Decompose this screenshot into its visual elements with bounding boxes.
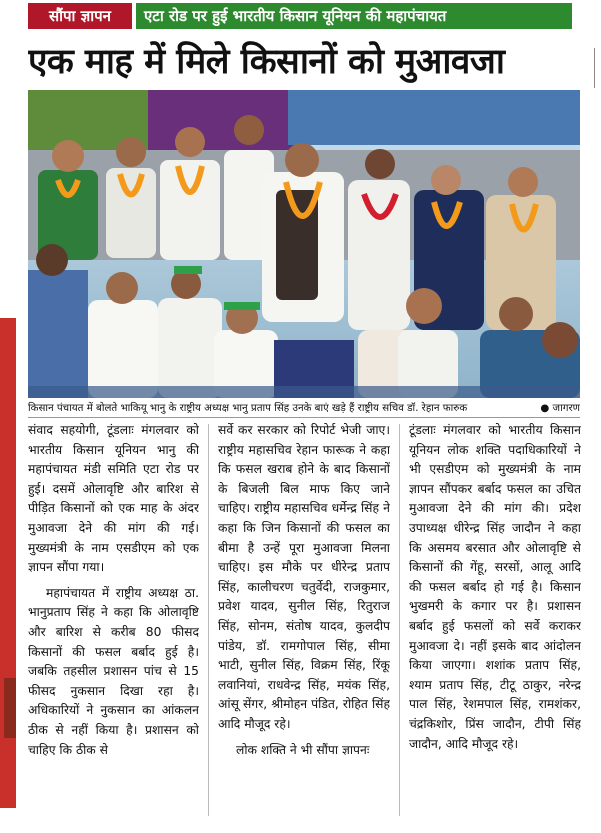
article-column-2 xyxy=(218,421,390,821)
column-divider xyxy=(399,424,400,816)
headline: एक माह में मिले किसानों को मुआवजा xyxy=(28,42,505,82)
article-paragraph: संवाद सहयोगी, टूंडलाः मंगलवार को भारतीय किसान यूनियन भानु की महापंचायत मंडी समिति एटा रोड पर हुई। दसमें ओलावृष्टि और बारिश से पीड़ित किसानों को एक माह के अंदर मुआवजा देने की मांग की गई। मुख्यमंत्री के नाम एसडीएम को एक ज्ञापन सौंपा गया। xyxy=(28,423,199,575)
news-photo-illustration xyxy=(28,90,580,398)
article-column-3 xyxy=(409,421,581,821)
news-photo xyxy=(28,90,580,398)
subhead: लोक शक्ति ने भी सौंपा ज्ञापनः xyxy=(236,742,370,757)
section-tag: सौंपा ज्ञापन xyxy=(28,3,132,29)
article-paragraph: सर्वे कर सरकार को रिपोर्ट भेजी जाए। राष्ट्रीय महासचिव रेहान फारूक ने कहा कि फसल खराब होने के बाद किसानों के बिजली बिल माफ किए जाने चाहिए। राष्ट्रीय महासचिव धर्मेन्द्र सिंह ने कहा कि जिन किसानों की फसल का बीमा है उन्हें पूरा मुआवजा मिलना चाहिए। इस मौके पर धीरेन्द्र प्रताप सिंह, कालीचरण चतुर्वेदी, राजकुमार, प्रवेश यादव, सुनील सिंह, रितुराज सिंह, सोनम, संतोष यादव, कुलदीप पांडेय, डॉ. रामगोपाल सिंह, सीमा भाटी, सुनील सिंह, विक्रम सिंह, रिंकू लवानियां, राधवेन्द्र सिंह, मयंक सिंह, आंसू सेंगर, श्रीमोहन पंडित, रोहित सिंह आदि मौजूद रहे। xyxy=(218,423,390,731)
photo-credit: ● जागरण xyxy=(537,400,580,417)
column-divider xyxy=(208,424,209,816)
adjacent-article-edge-dark xyxy=(4,678,16,738)
kicker-strap: एटा रोड पर हुई भारतीय किसान यूनियन की महापंचायत xyxy=(136,3,572,29)
adjacent-article-edge xyxy=(0,318,16,808)
article-column-1 xyxy=(28,421,199,821)
photo-caption-text: किसान पंचायत में बोलते भाकियू भानु के राष्ट्रीय अध्यक्ष भानु प्रताप सिंह उनके बाएं खड़े हैं राष्ट्रीय सचिव डॉ. रेहान फारुक xyxy=(28,403,468,414)
photo-caption xyxy=(28,400,580,418)
article-paragraph: महापंचायत में राष्ट्रीय अध्यक्ष ठा. भानुप्रताप सिंह ने कहा कि ओलावृष्टि और बारिश से करीब 80 फीसद किसानों की फसल बर्बाद हुई है। जबकि तहसील प्रशासन पांच से 15 फीसद नुकसान दिखा रहा है। अधिकारियों ने नुकसान का आंकलन ठीक से नहीं किया है। प्रशासन को चाहिए कि ठीक से xyxy=(28,585,199,757)
adjacent-column-mark xyxy=(594,48,599,88)
article-paragraph: टूंडलाः मंगलवार को भारतीय किसान यूनियन लोक शक्ति पदाधिकारियों ने भी एसडीएम को मुख्यमंत्री के नाम ज्ञापन सौंपकर बर्बाद फसल का उचित मुआवजा देने की मांग की। प्रदेश उपाध्यक्ष धीरेन्द्र सिंह जादौन ने कहा कि असमय बरसात और ओलावृष्टि से किसानों की गेंहू, सरसों, आलू आदि की फसल बर्बाद हो गई है। किसान भुखमरी के कगार पर है। प्रशासन बर्बाद हुई फसलों को सर्वे कराकर मुआवजा दे। नहीं इसके बाद आंदोलन किया जाएगा। शशांक प्रताप सिंह, श्याम प्रताप सिंह, टीटू ठाकुर, नरेन्द्र पाल सिंह, रेशमपाल सिंह, रामशंकर, चंद्रकिशोर, प्रिंस जादौन, टीपी सिंह जादौन, आदि मौजूद रहे। xyxy=(409,423,581,751)
article-header xyxy=(0,0,601,30)
